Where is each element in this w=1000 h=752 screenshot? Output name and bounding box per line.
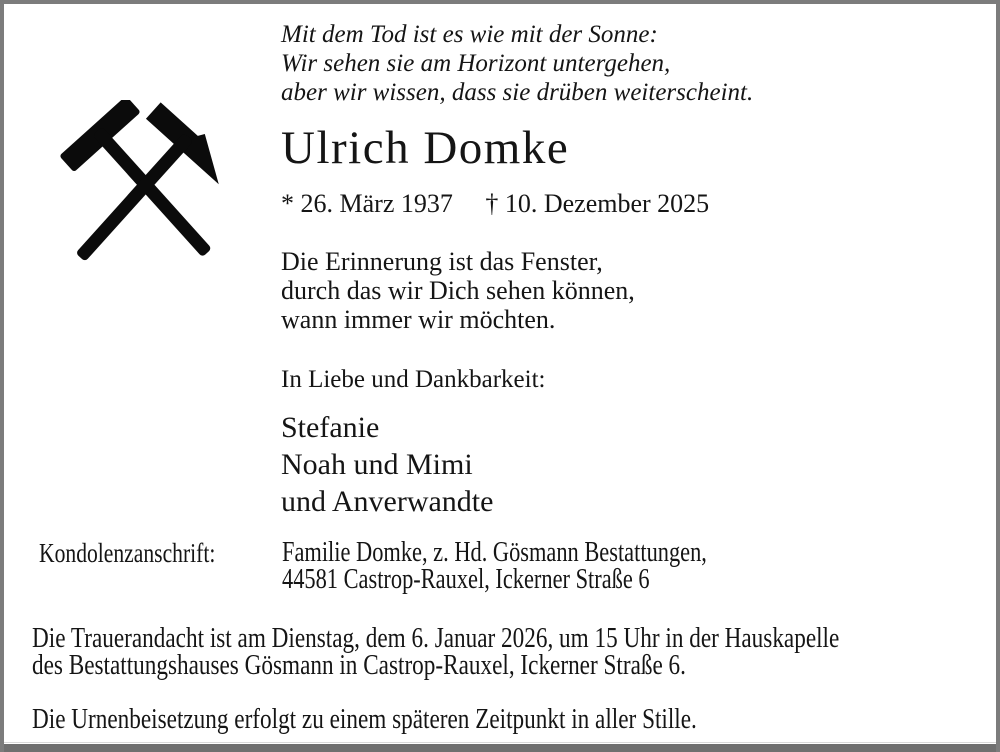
burial-notice-line: Die Urnenbeisetzung erfolgt zu einem späteren Zeitpunkt in aller Stille. [32, 703, 697, 735]
burial-notice [4, 703, 996, 735]
mourners-list [281, 409, 976, 520]
mining-hammer-and-pick-icon [56, 100, 226, 266]
memorial-verse-line: wann immer wir möchten. [281, 305, 556, 334]
death-date: † 10. Dezember 2025 [485, 189, 710, 218]
condolence-address-line: 44581 Castrop-Rauxel, Ickerner Straße 6 [282, 564, 650, 595]
memorial-verse [281, 247, 976, 334]
condolence-address [282, 539, 813, 593]
service-announcement [4, 622, 996, 681]
condolence-section [4, 539, 996, 593]
mourner-name: Noah und Mimi [281, 448, 473, 481]
service-announcement-line: des Bestattungshauses Gösmann in Castrop-Rauxel, Ickerner Straße 6. [32, 649, 686, 681]
bottom-bar [4, 744, 996, 752]
memorial-verse-line: Die Erinnerung ist das Fenster, [281, 247, 603, 276]
closing-line: In Liebe und Dankbarkeit: [281, 366, 546, 393]
opening-quote-line: Wir sehen sie am Horizont untergehen, [281, 50, 671, 77]
bottom-divider-line [4, 742, 996, 743]
memorial-verse-line: durch das wir Dich sehen können, [281, 276, 635, 305]
deceased-name: Ulrich Domke [281, 122, 570, 174]
mourner-name: Stefanie [281, 411, 380, 444]
condolence-label: Kondolenzanschrift: [39, 538, 216, 568]
condolence-address-line: Familie Domke, z. Hd. Gösmann Bestattungen, [282, 537, 707, 568]
service-announcement-line: Die Trauerandacht ist am Dienstag, dem 6. Januar 2026, um 15 Uhr in der Hauskapelle [32, 622, 840, 654]
opening-quote [281, 20, 976, 107]
mourner-name: und Anverwandte [281, 485, 494, 518]
life-dates [281, 189, 976, 219]
opening-quote-line: Mit dem Tod ist es wie mit der Sonne: [281, 21, 658, 48]
birth-date: * 26. März 1937 [281, 189, 453, 218]
condolence-label-column [39, 539, 282, 567]
opening-quote-line: aber wir wissen, dass sie drüben weiterscheint. [281, 79, 754, 106]
